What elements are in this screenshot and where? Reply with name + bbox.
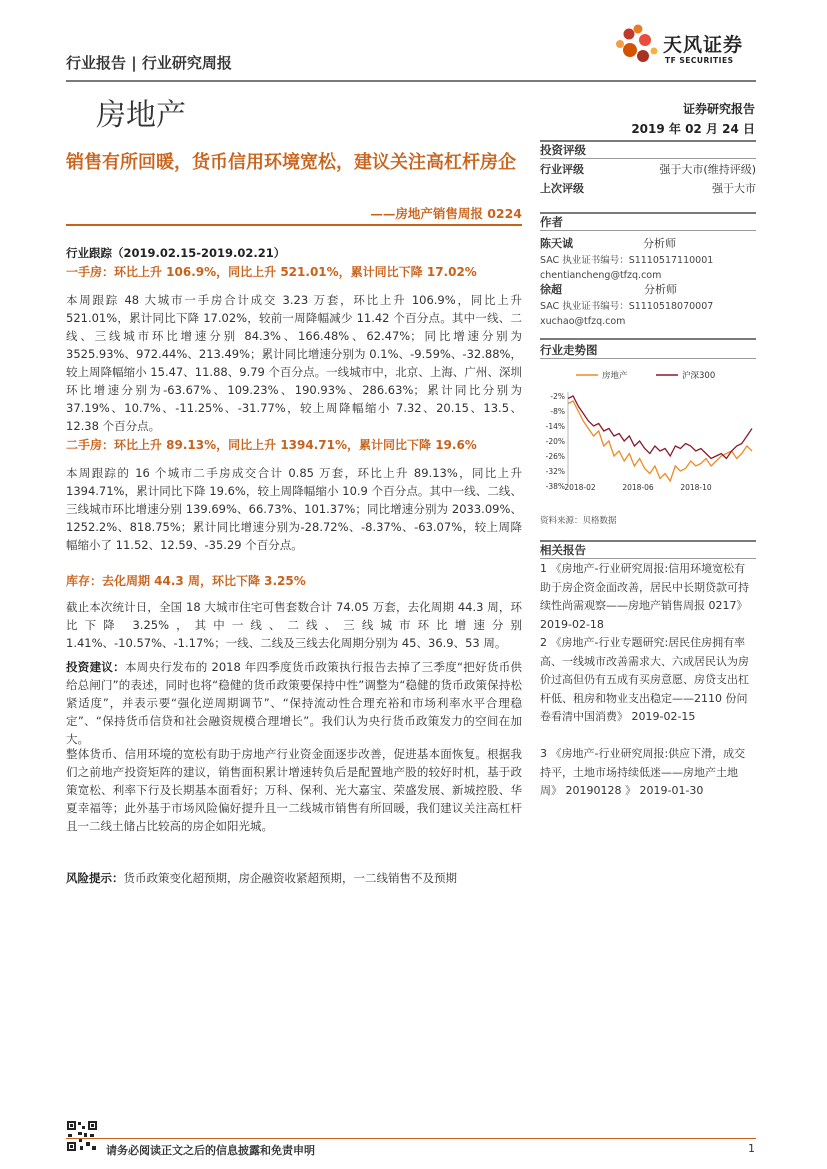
- rating-heading: 投资评级: [540, 143, 586, 157]
- title-divider: [66, 224, 522, 226]
- report-type: 证券研究报告: [682, 102, 755, 116]
- authors-heading: 作者: [540, 215, 563, 229]
- tracking-period: （2019.02.15-2019.02.21）: [112, 246, 286, 260]
- brand-name: 天风证券: [663, 34, 744, 56]
- header-divider: [66, 80, 756, 82]
- investment-advice-2: 整体货币、信用环境的宽松有助于房地产行业资金面逐步改善，促进基本面恢复。根据我们之前地产投资矩阵的建议，销售面积累计增速转负后是配置地产股的较好时机，基于政策宽松、利率下行及长期基本面看好；万科、保利、光大嘉宝、荣盛发展、新城控股、华夏幸福等；此外基于市场风险偏好提升且一二线城市销售有所回暖，我们建议关注高杠杆且一二线土储占比较高的房企如阳光城。: [66, 747, 522, 833]
- related-heading-block: [540, 542, 756, 558]
- page-number: 1: [748, 1142, 755, 1155]
- footer-disclaimer[interactable]: 请务必阅读正文之后的信息披露和免责申明: [106, 1144, 315, 1157]
- logo-dot: [639, 34, 651, 46]
- logo-dot: [623, 43, 637, 57]
- footer-divider: [66, 1138, 756, 1139]
- related-rule: [540, 558, 756, 559]
- series-line: [568, 401, 752, 481]
- industry-rating-row: [540, 160, 756, 179]
- series-line: [568, 396, 752, 459]
- tracking-header: [66, 244, 522, 262]
- related-heading: 相关报告: [540, 543, 586, 557]
- report-category: 行业报告 | 行业研究周报: [66, 54, 232, 72]
- investment-advice: [66, 658, 522, 748]
- section-heading: 二手房：环比上升 89.13%，同比上升 1394.71%，累计同比下降 19.6%: [66, 438, 477, 452]
- y-tick-label: -32%: [545, 467, 565, 476]
- industry-rating-value: 强于大市(维持评级): [659, 163, 756, 176]
- trend-heading-block: [540, 342, 756, 358]
- authors-heading-block: [540, 214, 756, 230]
- qr-code-icon: [66, 1120, 98, 1152]
- logo-dot: [624, 29, 635, 40]
- section-body: 截止本次统计日，全国 18 大城市住宅可售套数合计 74.05 万套，去化周期 44.3 周，环比下降 3.25%，其中一线、二线、三线城市环比增速分别 1.41%、-10.57%、-1.17%；一线、二线及三线去化周期分别为 45、36.9、53 周。: [66, 600, 522, 650]
- investment-label: 投资建议：: [66, 660, 125, 674]
- trend-top-rule: [540, 338, 756, 340]
- risk-text: 货币政策变化超预期，房企融资收紧超预期，一二线销售不及预期: [123, 871, 457, 885]
- author-role: 分析师: [643, 237, 676, 250]
- industry-trend-chart: [538, 360, 760, 510]
- trend-heading: 行业走势图: [540, 343, 598, 357]
- author-card: [540, 280, 756, 329]
- y-tick-label: -2%: [550, 392, 565, 401]
- author-email[interactable]: xuchao@tfzq.com: [540, 316, 626, 327]
- previous-rating-label: 上次评级: [540, 182, 584, 195]
- section-second-hand: [66, 436, 522, 454]
- rating-block: [540, 142, 756, 158]
- risk-label: 风险提示：: [66, 871, 124, 885]
- section-inventory: [66, 572, 522, 590]
- section-body: 本周跟踪 48 大城市一手房合计成交 3.23 万套，环比上升 106.9%，同比上升 521.01%，累计同比下降 17.02%，较前一周降幅减少 11.42 个百分点。其中一线、二线、三线城市环比增速分别 84.3%、166.48%、62.47%；同比增速分别为 3525.93%、972.44%、213.49%；累计同比增速分别为 0.1%、-9.59%、-32.88%，较上周降幅缩小 15.47、11.88、9.79 个百分点。一线城市中，北京、上海、广州、深圳环比增速分别为-63.67%、109.23%、190.93%、286.63%；累计同比分别为 37.19%、10.7%、-11.25%、-31.77%，较上周降幅缩小 7.32、20.15、13.5、12.38 个百分点。: [66, 293, 522, 433]
- author-name: 陈天诚: [540, 237, 573, 250]
- y-tick-label: -26%: [545, 452, 565, 461]
- industry-rating-label: 行业评级: [540, 163, 584, 176]
- chart-source: 资料来源：贝格数据: [540, 516, 617, 526]
- legend-label: 沪深300: [682, 371, 716, 381]
- previous-rating-value: 强于大市: [712, 182, 756, 195]
- logo-dot: [637, 50, 649, 62]
- report-title: 销售有所回暖，货币信用环境宽松，建议关注高杠杆房企: [66, 152, 516, 173]
- logo-dot: [634, 25, 643, 34]
- author-role: 分析师: [644, 283, 677, 296]
- legend-label: 房地产: [602, 371, 628, 381]
- section-heading: 库存：去化周期 44.3 周，环比下降 3.25%: [66, 574, 306, 588]
- x-tick-label: 2018-02: [564, 483, 596, 492]
- report-subtitle: ——房地产销售周报 0224: [370, 206, 522, 221]
- related-report-item[interactable]: 3 《房地产-行业研究周报:供应下滑，成交持平，土地市场持续低迷——房地产土地周》 20190128 》 2019-01-30: [540, 747, 746, 797]
- section-new-home: [66, 263, 522, 281]
- author-name: 徐超: [540, 283, 562, 296]
- related-report-item[interactable]: 1 《房地产-行业研究周报:信用环境宽松有助于房企资金面改善，居民中长期贷款可持续性尚需观察——房地产销售周报 0217》 2019-02-18: [540, 562, 749, 631]
- report-date: 2019 年 02 月 24 日: [631, 122, 755, 136]
- authors-rule: [540, 230, 756, 231]
- investment-text: 本周央行发布的 2018 年四季度货币政策执行报告去掉了三季度“把好货币供给总闸门”的表述，同时也将“稳健的货币政策要保持中性”调整为“稳健的货币政策保持松紧适度”，并表示要“强化逆周期调节”、“保持流动性合理充裕和市场利率水平合理稳定”、“保持货币信贷和社会融资规模合理增长”。我们认为央行货币政策发力的空间在加大。: [66, 660, 522, 746]
- y-tick-label: -38%: [545, 482, 565, 491]
- risk-warning: [66, 869, 522, 887]
- rating-rule: [540, 158, 756, 159]
- tracking-label: 行业跟踪: [66, 246, 112, 260]
- section-body: 本周跟踪的 16 个城市二手房成交合计 0.85 万套，环比上升 89.13%，同比上升 1394.71%，累计同比下降 19.6%，较上周降幅缩小 10.9 个百分点。其中一线、二线、三线城市环比增速分别 139.69%、66.73%、101.37%；同比增速分别为 2033.09%、1252.2%、818.75%；累计同比增速分别为-28.72%、-8.37%、-63.07%，较上周降幅缩小了 11.52、12.59、-35.29 个百分点。: [66, 466, 522, 552]
- logo-dot: [616, 40, 624, 48]
- logo-dot: [651, 48, 658, 55]
- y-tick-label: -14%: [545, 422, 565, 431]
- previous-rating-row: [540, 179, 756, 198]
- y-tick-label: -8%: [550, 407, 565, 416]
- x-tick-label: 2018-10: [680, 483, 712, 492]
- author-email[interactable]: chentiancheng@tfzq.com: [540, 270, 662, 281]
- author-cert: SAC 执业证书编号：S1110517110001: [540, 255, 714, 266]
- sector-title: 房地产: [96, 98, 186, 133]
- brand-name-en: TF SECURITIES: [665, 56, 734, 65]
- trend-rule: [540, 358, 756, 359]
- x-tick-label: 2018-06: [622, 483, 654, 492]
- author-cert: SAC 执业证书编号：S1110518070007: [540, 301, 714, 312]
- rating-rows: [540, 160, 756, 198]
- author-card: [540, 234, 756, 283]
- y-tick-label: -20%: [545, 437, 565, 446]
- section-heading: 一手房：环比上升 106.9%，同比上升 521.01%，累计同比下降 17.02%: [66, 265, 477, 279]
- related-report-item[interactable]: 2 《房地产-行业专题研究:居民住房拥有率高、一线城市改善需求大、六成居民认为房价过高但仍有五成有买房意愿、房贷支出杠杆低、租房和物业支出稳定——2110 份问卷看清中国消费》 2019-02-15: [540, 636, 749, 723]
